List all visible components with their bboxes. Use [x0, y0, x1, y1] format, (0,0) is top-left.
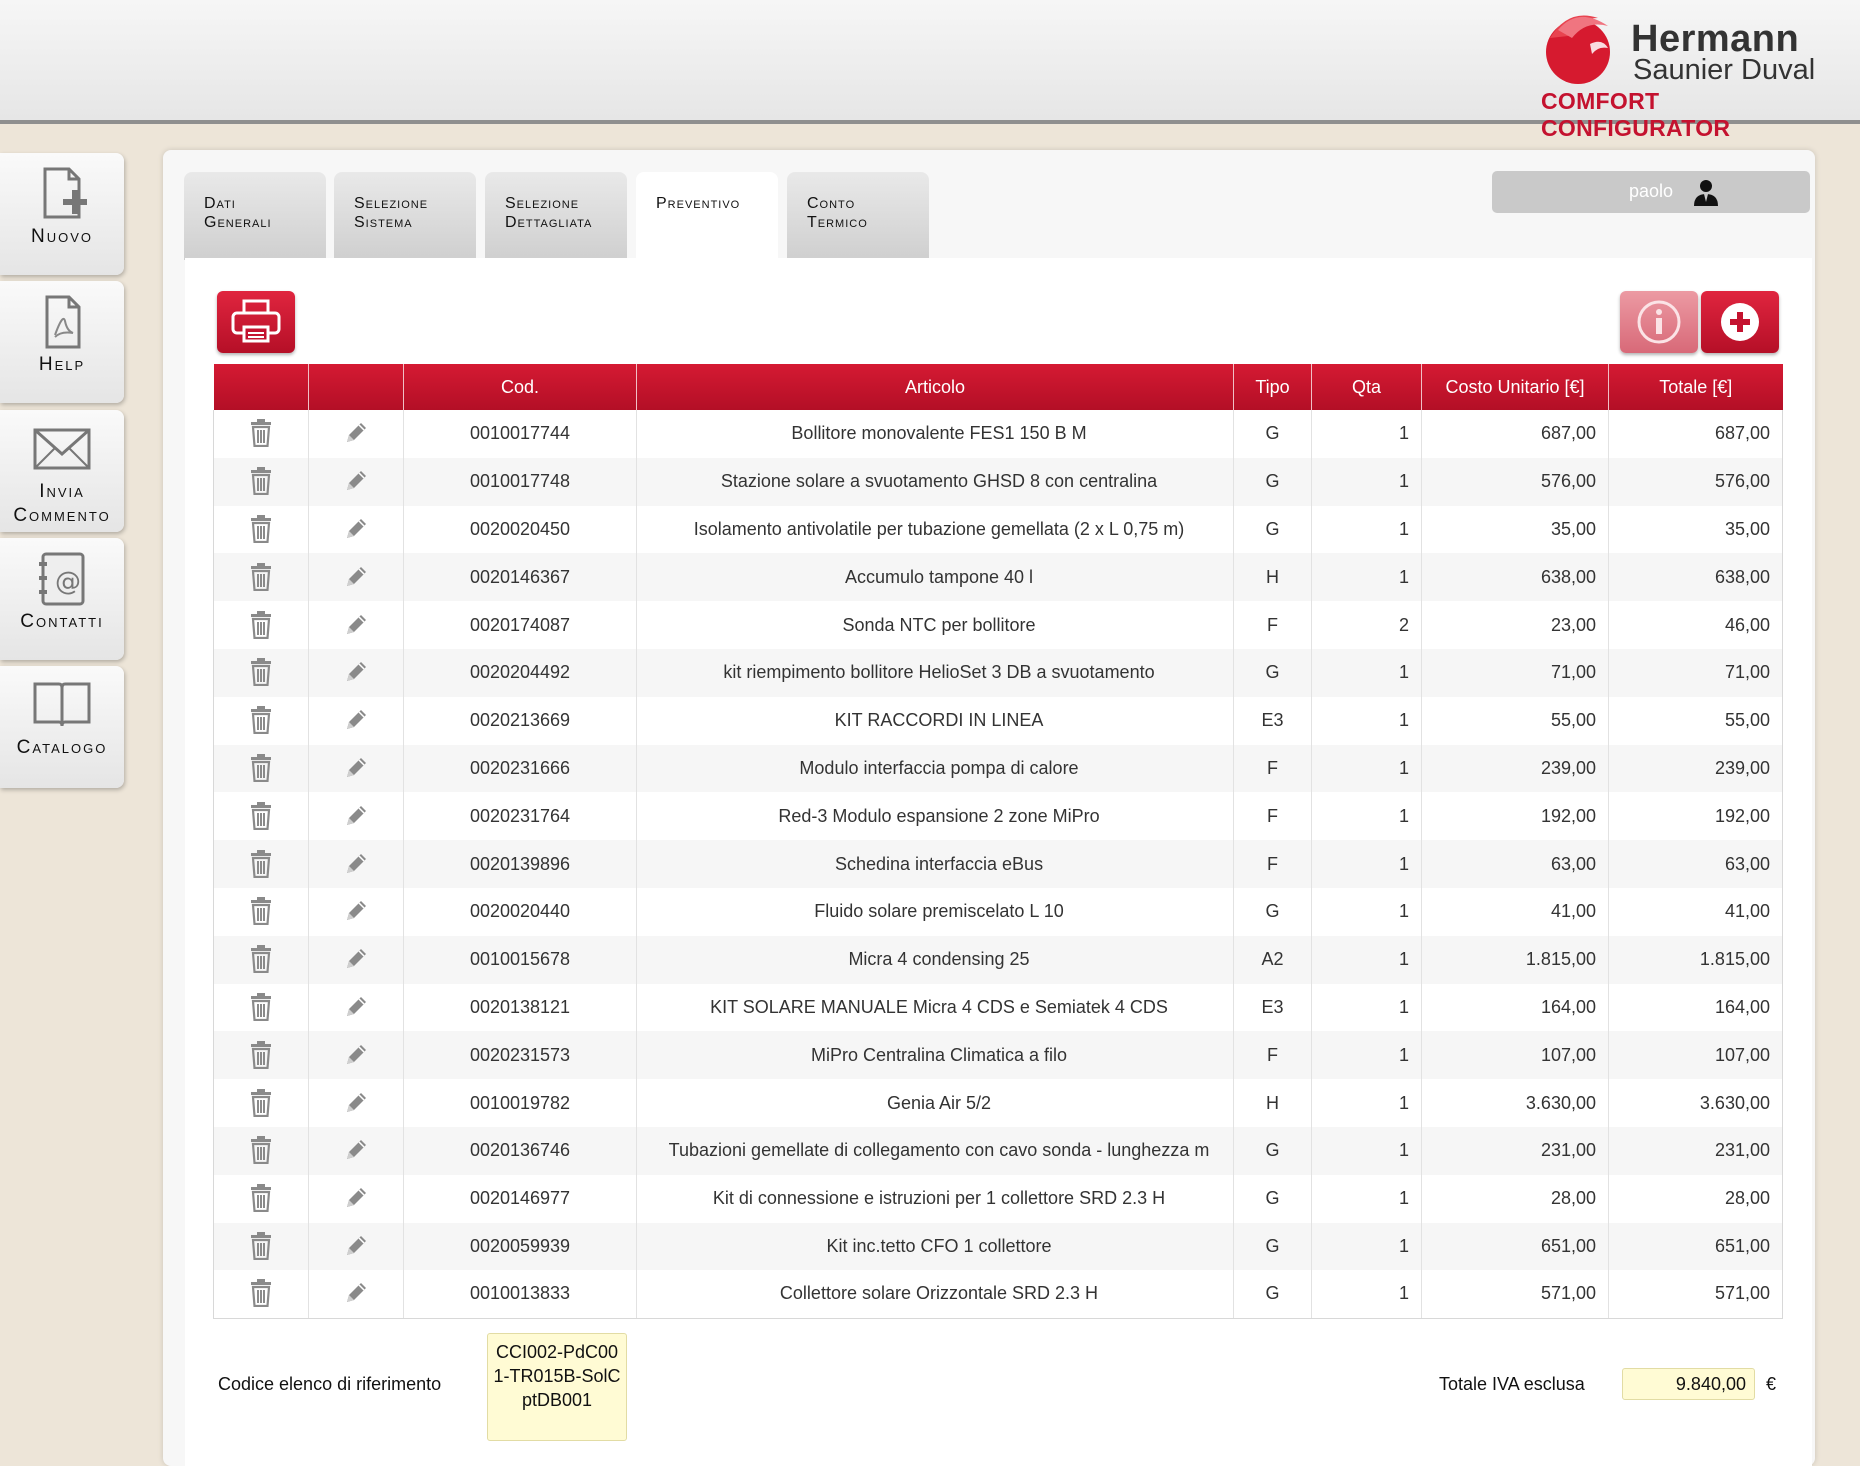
- cell-articolo: Red-3 Modulo espansione 2 zone MiPro: [637, 792, 1234, 840]
- cell-cod: 0020020450: [404, 506, 637, 554]
- cell-articolo: Stazione solare a svuotamento GHSD 8 con centralina: [637, 458, 1234, 506]
- cell-articolo: Accumulo tampone 40 l: [637, 553, 1234, 601]
- trash-icon: [249, 1148, 273, 1168]
- printer-icon: [230, 299, 282, 345]
- cell-articolo: Collettore solare Orizzontale SRD 2.3 H: [637, 1270, 1234, 1318]
- edit-row-button[interactable]: [309, 1079, 404, 1127]
- pencil-icon: [343, 765, 369, 785]
- delete-row-button[interactable]: [214, 1079, 309, 1127]
- column-header-qta[interactable]: Qta: [1312, 364, 1422, 410]
- pencil-icon: [343, 1243, 369, 1263]
- tab-label: Selezione: [354, 195, 429, 212]
- delete-row-button[interactable]: [214, 936, 309, 984]
- table-row: [214, 697, 1783, 745]
- trash-icon: [249, 1196, 273, 1216]
- trash-icon: [249, 575, 273, 595]
- cell-costo-unitario: 638,00: [1422, 553, 1609, 601]
- cell-tipo: G: [1234, 1223, 1312, 1271]
- sidebar-item-invia-commento[interactable]: [0, 410, 124, 532]
- tab-preventivo[interactable]: [636, 172, 778, 264]
- delete-row-button[interactable]: [214, 888, 309, 936]
- cell-costo-unitario: 651,00: [1422, 1223, 1609, 1271]
- table-row: [214, 1270, 1783, 1318]
- reference-code-value: CCI002-PdC001-TR015B-SolCptDB001: [487, 1333, 627, 1441]
- add-item-button[interactable]: [1701, 291, 1779, 353]
- sidebar-item-help[interactable]: [0, 281, 124, 403]
- trash-icon: [249, 814, 273, 834]
- cell-tipo: F: [1234, 840, 1312, 888]
- trash-icon: [249, 957, 273, 977]
- cell-articolo: Modulo interfaccia pompa di calore: [637, 745, 1234, 793]
- cell-costo-unitario: 63,00: [1422, 840, 1609, 888]
- table-row: [214, 840, 1783, 888]
- column-header-delete: [214, 364, 309, 410]
- cell-qta: 1: [1312, 888, 1422, 936]
- pencil-icon: [343, 813, 369, 833]
- table-header-row: [214, 364, 1783, 410]
- tab-label: Dati: [204, 195, 236, 212]
- delete-row-button[interactable]: [214, 458, 309, 506]
- tab-selezione-dettagliata[interactable]: [485, 172, 627, 260]
- cell-costo-unitario: 571,00: [1422, 1270, 1609, 1318]
- cell-costo-unitario: 1.815,00: [1422, 936, 1609, 984]
- cell-qta: 1: [1312, 792, 1422, 840]
- address-book-icon: [31, 548, 93, 610]
- pencil-icon: [343, 1147, 369, 1167]
- edit-row-button[interactable]: [309, 1223, 404, 1271]
- cell-tipo: H: [1234, 553, 1312, 601]
- trash-icon: [249, 1101, 273, 1121]
- column-header-totale[interactable]: Totale [€]: [1609, 364, 1783, 410]
- edit-row-button[interactable]: [309, 1175, 404, 1223]
- table-row: [214, 458, 1783, 506]
- trash-icon: [249, 431, 273, 451]
- edit-row-button[interactable]: [309, 697, 404, 745]
- column-header-tipo[interactable]: Tipo: [1234, 364, 1312, 410]
- pencil-icon: [343, 717, 369, 737]
- cell-costo-unitario: 576,00: [1422, 458, 1609, 506]
- cell-qta: 1: [1312, 697, 1422, 745]
- cell-qta: 1: [1312, 1079, 1422, 1127]
- delete-row-button[interactable]: [214, 553, 309, 601]
- total-label: Totale IVA esclusa: [1439, 1374, 1585, 1394]
- pencil-icon: [343, 478, 369, 498]
- sidebar-item-label: Invia: [39, 481, 85, 502]
- pencil-icon: [343, 1052, 369, 1072]
- cell-qta: 1: [1312, 840, 1422, 888]
- cell-articolo: Tubazioni gemellate di collegamento con cavo sonda - lunghezza m: [637, 1127, 1234, 1175]
- edit-row-button[interactable]: [309, 792, 404, 840]
- table-row: [214, 745, 1783, 793]
- table-row: [214, 936, 1783, 984]
- cell-costo-unitario: 687,00: [1422, 410, 1609, 458]
- pencil-icon: [343, 908, 369, 928]
- cell-cod: 0020231764: [404, 792, 637, 840]
- delete-row-button[interactable]: [214, 649, 309, 697]
- table-row: [214, 1223, 1783, 1271]
- user-box[interactable]: [1492, 171, 1810, 213]
- edit-row-button[interactable]: [309, 649, 404, 697]
- cell-cod: 0020231573: [404, 1031, 637, 1079]
- sidebar-item-label: Commento: [13, 505, 111, 526]
- cell-tipo: G: [1234, 1127, 1312, 1175]
- delete-row-button[interactable]: [214, 410, 309, 458]
- cell-articolo: Bollitore monovalente FES1 150 B M: [637, 410, 1234, 458]
- edit-row-button[interactable]: [309, 840, 404, 888]
- cell-tipo: F: [1234, 792, 1312, 840]
- cell-cod: 0010013833: [404, 1270, 637, 1318]
- cell-totale: 192,00: [1609, 792, 1783, 840]
- edit-row-button[interactable]: [309, 936, 404, 984]
- cell-costo-unitario: 41,00: [1422, 888, 1609, 936]
- cell-tipo: E3: [1234, 697, 1312, 745]
- cell-qta: 1: [1312, 553, 1422, 601]
- cell-qta: 1: [1312, 1127, 1422, 1175]
- cell-cod: 0020136746: [404, 1127, 637, 1175]
- cell-articolo: Genia Air 5/2: [637, 1079, 1234, 1127]
- pencil-icon: [343, 1195, 369, 1215]
- cell-articolo: Micra 4 condensing 25: [637, 936, 1234, 984]
- cell-costo-unitario: 35,00: [1422, 506, 1609, 554]
- table-row: [214, 601, 1783, 649]
- cell-tipo: G: [1234, 1175, 1312, 1223]
- cell-cod: 0020146367: [404, 553, 637, 601]
- cell-cod: 0010019782: [404, 1079, 637, 1127]
- cell-tipo: F: [1234, 745, 1312, 793]
- cell-totale: 571,00: [1609, 1270, 1783, 1318]
- app-header: [0, 0, 1860, 141]
- cell-totale: 107,00: [1609, 1031, 1783, 1079]
- cell-articolo: Sonda NTC per bollitore: [637, 601, 1234, 649]
- cell-cod: 0020204492: [404, 649, 637, 697]
- cell-totale: 687,00: [1609, 410, 1783, 458]
- cell-totale: 239,00: [1609, 745, 1783, 793]
- svg-text:@: @: [55, 567, 81, 597]
- edit-row-button[interactable]: [309, 1127, 404, 1175]
- cell-tipo: A2: [1234, 936, 1312, 984]
- cell-tipo: G: [1234, 888, 1312, 936]
- trash-icon: [249, 1005, 273, 1025]
- tab-label: Termico: [807, 214, 868, 231]
- table-row: [214, 1031, 1783, 1079]
- pdf-document-icon: [31, 291, 93, 353]
- cell-costo-unitario: 55,00: [1422, 697, 1609, 745]
- edit-row-button[interactable]: [309, 745, 404, 793]
- brand-name: Hermann: [1631, 18, 1800, 60]
- cell-costo-unitario: 28,00: [1422, 1175, 1609, 1223]
- reference-code-label: Codice elenco di riferimento: [218, 1374, 442, 1394]
- pencil-icon: [343, 1100, 369, 1120]
- tab-selezione-sistema[interactable]: [334, 172, 476, 260]
- column-header-cod[interactable]: Cod.: [404, 364, 637, 410]
- cell-totale: 71,00: [1609, 649, 1783, 697]
- pencil-icon: [343, 430, 369, 450]
- sidebar-item-label: Help: [38, 354, 86, 375]
- trash-icon: [249, 718, 273, 738]
- brand-swirl-icon: [1538, 8, 1620, 90]
- trash-icon: [249, 1244, 273, 1264]
- sidebar-item-contatti[interactable]: [0, 538, 124, 660]
- user-icon: [1692, 178, 1720, 206]
- trash-icon: [249, 670, 273, 690]
- new-document-icon: [31, 163, 93, 225]
- cell-costo-unitario: 3.630,00: [1422, 1079, 1609, 1127]
- brand-logo: [1538, 8, 1838, 141]
- info-button[interactable]: [1620, 291, 1698, 353]
- cell-totale: 231,00: [1609, 1127, 1783, 1175]
- edit-row-button[interactable]: [309, 1270, 404, 1318]
- edit-row-button[interactable]: [309, 506, 404, 554]
- delete-row-button[interactable]: [214, 1270, 309, 1318]
- table-row: [214, 553, 1783, 601]
- cell-qta: 1: [1312, 1175, 1422, 1223]
- pencil-icon: [343, 956, 369, 976]
- edit-row-button[interactable]: [309, 601, 404, 649]
- total-value: 9.840,00: [1622, 1368, 1755, 1400]
- column-header-edit: [309, 364, 404, 410]
- cell-qta: 1: [1312, 1031, 1422, 1079]
- table-row: [214, 1079, 1783, 1127]
- cell-articolo: KIT SOLARE MANUALE Micra 4 CDS e Semiatek 4 CDS: [637, 984, 1234, 1032]
- trash-icon: [249, 1291, 273, 1311]
- pencil-icon: [343, 669, 369, 689]
- cell-tipo: G: [1234, 410, 1312, 458]
- cell-qta: 2: [1312, 601, 1422, 649]
- cell-totale: 1.815,00: [1609, 936, 1783, 984]
- tab-dati-generali[interactable]: [184, 172, 326, 260]
- tab-label: Sistema: [354, 214, 413, 231]
- table-body: [214, 410, 1783, 1318]
- trash-icon: [249, 909, 273, 929]
- cell-articolo: KIT RACCORDI IN LINEA: [637, 697, 1234, 745]
- tab-conto-termico[interactable]: [787, 172, 929, 260]
- cell-qta: 1: [1312, 1223, 1422, 1271]
- sidebar-item-label: Nuovo: [30, 226, 93, 247]
- sidebar-item-label: Catalogo: [16, 737, 108, 758]
- cell-tipo: G: [1234, 1270, 1312, 1318]
- cell-cod: 0020231666: [404, 745, 637, 793]
- plus-circle-icon: [1718, 300, 1762, 344]
- cell-tipo: E3: [1234, 984, 1312, 1032]
- delete-row-button[interactable]: [214, 984, 309, 1032]
- delete-row-button[interactable]: [214, 745, 309, 793]
- edit-row-button[interactable]: [309, 1031, 404, 1079]
- cell-cod: 0010015678: [404, 936, 637, 984]
- book-icon: [29, 676, 95, 732]
- edit-row-button[interactable]: [309, 984, 404, 1032]
- pencil-icon: [343, 1004, 369, 1024]
- cell-costo-unitario: 192,00: [1422, 792, 1609, 840]
- cell-tipo: F: [1234, 601, 1312, 649]
- cell-tipo: G: [1234, 506, 1312, 554]
- cell-articolo: Kit inc.tetto CFO 1 collettore: [637, 1223, 1234, 1271]
- tab-label: Dettagliata: [505, 214, 593, 231]
- pencil-icon: [343, 861, 369, 881]
- cell-articolo: Isolamento antivolatile per tubazione gemellata (2 x L 0,75 m): [637, 506, 1234, 554]
- cell-articolo: Schedina interfaccia eBus: [637, 840, 1234, 888]
- cell-cod: 0020174087: [404, 601, 637, 649]
- delete-row-button[interactable]: [214, 1175, 309, 1223]
- cell-cod: 0020146977: [404, 1175, 637, 1223]
- pencil-icon: [343, 1290, 369, 1310]
- delete-row-button[interactable]: [214, 1127, 309, 1175]
- cell-cod: 0020138121: [404, 984, 637, 1032]
- cell-totale: 55,00: [1609, 697, 1783, 745]
- trash-icon: [249, 623, 273, 643]
- column-header-costo-unitario[interactable]: Costo Unitario [€]: [1422, 364, 1609, 410]
- tab-label: Preventivo: [656, 195, 741, 212]
- pencil-icon: [343, 526, 369, 546]
- cell-costo-unitario: 71,00: [1422, 649, 1609, 697]
- trash-icon: [249, 479, 273, 499]
- table-row: [214, 984, 1783, 1032]
- cell-qta: 1: [1312, 506, 1422, 554]
- column-header-articolo[interactable]: Articolo: [637, 364, 1234, 410]
- cell-costo-unitario: 23,00: [1422, 601, 1609, 649]
- cell-qta: 1: [1312, 410, 1422, 458]
- pencil-icon: [343, 574, 369, 594]
- edit-row-button[interactable]: [309, 553, 404, 601]
- cell-articolo: Kit di connessione e istruzioni per 1 collettore SRD 2.3 H: [637, 1175, 1234, 1223]
- table-row: [214, 888, 1783, 936]
- cell-qta: 1: [1312, 1270, 1422, 1318]
- table-row: [214, 410, 1783, 458]
- trash-icon: [249, 766, 273, 786]
- cell-cod: 0020139896: [404, 840, 637, 888]
- sidebar-item-label: Contatti: [20, 611, 104, 632]
- cell-totale: 164,00: [1609, 984, 1783, 1032]
- cell-cod: 0010017744: [404, 410, 637, 458]
- user-name: paolo: [1628, 181, 1674, 201]
- currency-symbol: €: [1766, 1374, 1777, 1394]
- cell-tipo: F: [1234, 1031, 1312, 1079]
- cell-totale: 651,00: [1609, 1223, 1783, 1271]
- cell-cod: 0020020440: [404, 888, 637, 936]
- print-button[interactable]: [217, 291, 295, 353]
- brand-product: COMFORT CONFIGURATOR: [1541, 88, 1731, 141]
- cell-cod: 0010017748: [404, 458, 637, 506]
- cell-costo-unitario: 231,00: [1422, 1127, 1609, 1175]
- trash-icon: [249, 1053, 273, 1073]
- cell-totale: 63,00: [1609, 840, 1783, 888]
- cell-totale: 46,00: [1609, 601, 1783, 649]
- cell-costo-unitario: 239,00: [1422, 745, 1609, 793]
- cell-qta: 1: [1312, 649, 1422, 697]
- cell-totale: 41,00: [1609, 888, 1783, 936]
- envelope-icon: [31, 424, 93, 474]
- cell-qta: 1: [1312, 745, 1422, 793]
- table-row: [214, 1175, 1783, 1223]
- sidebar-item-catalogo[interactable]: [0, 666, 124, 788]
- cell-qta: 1: [1312, 936, 1422, 984]
- table-row: [214, 1127, 1783, 1175]
- cell-cod: 0020059939: [404, 1223, 637, 1271]
- edit-row-button[interactable]: [309, 410, 404, 458]
- delete-row-button[interactable]: [214, 792, 309, 840]
- cell-cod: 0020213669: [404, 697, 637, 745]
- table-row: [214, 792, 1783, 840]
- cell-tipo: H: [1234, 1079, 1312, 1127]
- cell-articolo: MiPro Centralina Climatica a filo: [637, 1031, 1234, 1079]
- cell-costo-unitario: 107,00: [1422, 1031, 1609, 1079]
- info-icon: [1635, 298, 1683, 346]
- cell-totale: 3.630,00: [1609, 1079, 1783, 1127]
- tab-label: Generali: [204, 214, 272, 231]
- delete-row-button[interactable]: [214, 506, 309, 554]
- cell-totale: 576,00: [1609, 458, 1783, 506]
- trash-icon: [249, 862, 273, 882]
- cell-tipo: G: [1234, 649, 1312, 697]
- tab-label: Conto: [807, 195, 856, 212]
- cell-qta: 1: [1312, 984, 1422, 1032]
- delete-row-button[interactable]: [214, 1223, 309, 1271]
- cell-articolo: kit riempimento bollitore HelioSet 3 DB a svuotamento: [637, 649, 1234, 697]
- tab-label: Selezione: [505, 195, 580, 212]
- delete-row-button[interactable]: [214, 840, 309, 888]
- cell-totale: 35,00: [1609, 506, 1783, 554]
- edit-row-button[interactable]: [309, 458, 404, 506]
- cell-totale: 28,00: [1609, 1175, 1783, 1223]
- delete-row-button[interactable]: [214, 1031, 309, 1079]
- brand-subname: Saunier Duval: [1633, 54, 1816, 86]
- quote-table: [213, 364, 1783, 1319]
- edit-row-button[interactable]: [309, 888, 404, 936]
- cell-tipo: G: [1234, 458, 1312, 506]
- cell-articolo: Fluido solare premiscelato L 10: [637, 888, 1234, 936]
- sidebar-item-nuovo[interactable]: [0, 153, 124, 275]
- cell-totale: 638,00: [1609, 553, 1783, 601]
- cell-costo-unitario: 164,00: [1422, 984, 1609, 1032]
- pencil-icon: [343, 622, 369, 642]
- table-row: [214, 506, 1783, 554]
- table-row: [214, 649, 1783, 697]
- cell-qta: 1: [1312, 458, 1422, 506]
- delete-row-button[interactable]: [214, 601, 309, 649]
- trash-icon: [249, 527, 273, 547]
- delete-row-button[interactable]: [214, 697, 309, 745]
